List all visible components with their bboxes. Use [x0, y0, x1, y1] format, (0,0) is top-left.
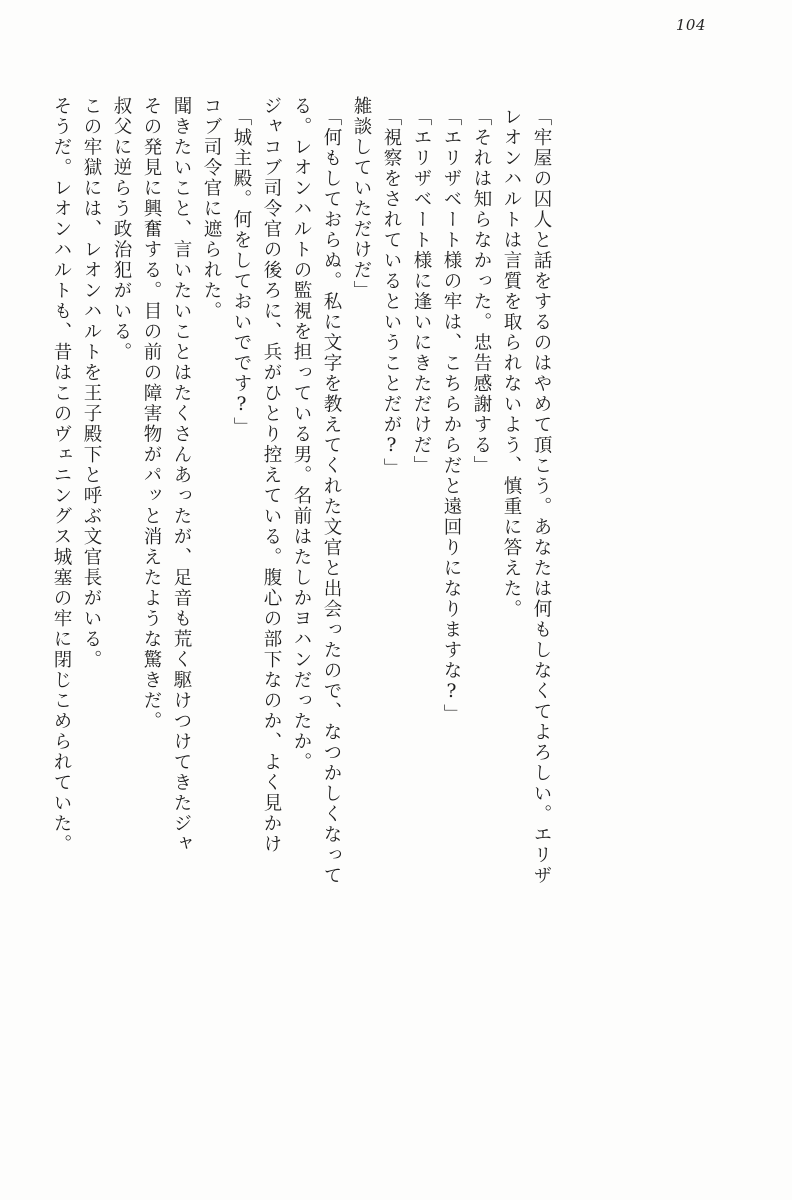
text-line: ジャコブ司令官の後ろに、兵がひとり控えている。腹心の部下なのか、よく見かけ: [261, 96, 282, 855]
text-line: 「牢屋の囚人と話をするのはやめて頂こう。あなたは何もしなくてよろしい。エリザ: [531, 107, 552, 886]
text-line: 雑談していただけだ」: [351, 96, 372, 301]
text-line: 叔父に逆らう政治犯がいる。: [111, 96, 132, 363]
text-line: そうだ。レオンハルトも、昔はこのヴェニングス城塞の牢に閉じこめられていた。: [51, 96, 72, 855]
text-line: る。レオンハルトの監視を担っている男。名前はたしかヨハンだったか。: [291, 96, 312, 773]
text-line: 「何もしておらぬ。私に文字を教えてくれた文官と出会ったので、なつかしくなって: [321, 107, 342, 886]
page-number: 104: [675, 16, 706, 34]
text-line: 聞きたいこと、言いたいことはたくさんあったが、足音も荒く駆けつけてきたジャ: [171, 96, 192, 855]
text-line: 「視察をされているということだが?」: [381, 107, 402, 479]
text-line: 「城主殿。何をしておいでです?」: [231, 107, 252, 438]
text-line: この牢獄には、レオンハルトを王子殿下と呼ぶ文官長がいる。: [81, 96, 102, 670]
text-line: 「エリザベート様の牢は、こちらからだと遠回りになりますな?」: [441, 107, 462, 725]
text-line: レオンハルトは言質を取られないよう、慎重に答えた。: [501, 107, 522, 620]
text-line: 「それは知らなかった。忠告感謝する」: [471, 107, 492, 476]
text-line: コブ司令官に遮られた。: [201, 96, 222, 322]
vertical-text-block: [40, 96, 736, 1144]
text-line: その発見に興奮する。目の前の障害物がパッと消えたような驚きだ。: [141, 96, 162, 732]
text-line: 「エリザベート様に逢いにきただけだ」: [411, 107, 432, 476]
